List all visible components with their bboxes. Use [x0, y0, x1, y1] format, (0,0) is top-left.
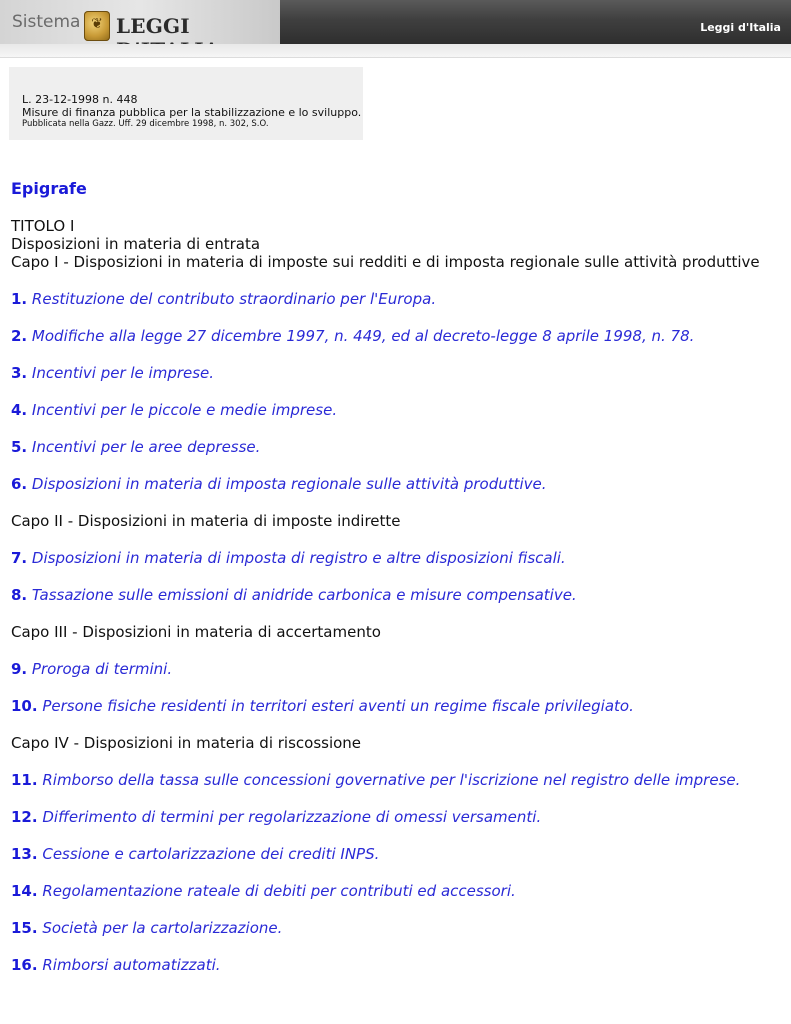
article-link[interactable] — [11, 401, 771, 419]
article-link[interactable] — [11, 697, 771, 715]
article-title: Incentivi per le piccole e medie imprese. — [31, 401, 338, 419]
article-title: Cessione e cartolarizzazione dei crediti INPS. — [42, 845, 380, 863]
article-title: Società per la cartolarizzazione. — [42, 919, 283, 937]
article-link[interactable] — [11, 660, 771, 678]
article-number: 2. — [11, 327, 28, 345]
law-title: Misure di finanza pubblica per la stabilizzazione e lo sviluppo. — [22, 106, 362, 119]
article-title: Incentivi per le aree depresse. — [31, 438, 261, 456]
article-link[interactable] — [11, 364, 771, 382]
titolo-heading: TITOLO I — [11, 217, 75, 235]
article-title: Persone fisiche residenti in territori esteri aventi un regime fiscale privilegiato. — [42, 697, 634, 715]
article-title: Proroga di termini. — [31, 660, 173, 678]
emblem-icon: ❦ — [84, 11, 110, 41]
article-number: 5. — [11, 438, 28, 456]
article-title: Disposizioni in materia di imposta regionale sulle attività produttive. — [31, 475, 547, 493]
article-number: 10. — [11, 697, 38, 715]
titolo-description: Disposizioni in materia di entrata — [11, 235, 261, 253]
article-number: 8. — [11, 586, 28, 604]
capo-heading: Capo II - Disposizioni in materia di imposte indirette — [11, 512, 401, 530]
article-link[interactable] — [11, 919, 771, 937]
capo-heading: Capo III - Disposizioni in materia di accertamento — [11, 623, 381, 641]
article-link[interactable] — [11, 586, 771, 604]
logo-prefix: Sistema — [12, 12, 81, 32]
article-title: Tassazione sulle emissioni di anidride carbonica e misure compensative. — [31, 586, 577, 604]
article-link[interactable] — [11, 845, 771, 863]
article-number: 16. — [11, 956, 38, 974]
article-link[interactable] — [11, 882, 771, 900]
site-name-link[interactable]: Leggi d'Italia — [700, 21, 781, 34]
article-number: 4. — [11, 401, 28, 419]
article-link[interactable] — [11, 808, 771, 826]
article-number: 1. — [11, 290, 28, 308]
article-number: 12. — [11, 808, 38, 826]
law-publication: Pubblicata nella Gazz. Uff. 29 dicembre 1998, n. 302, S.O. — [22, 119, 269, 129]
article-number: 3. — [11, 364, 28, 382]
article-title: Differimento di termini per regolarizzazione di omessi versamenti. — [42, 808, 542, 826]
law-reference: L. 23-12-1998 n. 448 — [22, 93, 138, 106]
article-link[interactable] — [11, 549, 771, 567]
article-link[interactable] — [11, 290, 771, 308]
site-logo[interactable] — [0, 0, 280, 44]
article-number: 7. — [11, 549, 28, 567]
top-banner — [0, 0, 791, 44]
article-number: 13. — [11, 845, 38, 863]
article-link[interactable] — [11, 327, 771, 345]
article-link[interactable] — [11, 956, 771, 974]
article-title: Rimborsi automatizzati. — [42, 956, 221, 974]
capo-heading: Capo IV - Disposizioni in materia di riscossione — [11, 734, 362, 752]
article-number: 14. — [11, 882, 38, 900]
article-title: Restituzione del contributo straordinario per l'Europa. — [31, 290, 437, 308]
article-link[interactable] — [11, 771, 771, 789]
article-link[interactable] — [11, 438, 771, 456]
article-number: 15. — [11, 919, 38, 937]
article-number: 9. — [11, 660, 28, 678]
article-link[interactable] — [11, 475, 771, 493]
article-title: Modifiche alla legge 27 dicembre 1997, n. 449, ed al decreto-legge 8 aprile 1998, n. 78. — [31, 327, 695, 345]
article-title: Rimborso della tassa sulle concessioni governative per l'iscrizione nel registro delle imprese. — [42, 771, 741, 789]
epigrafe-link[interactable]: Epigrafe — [11, 179, 87, 198]
logo-title: LEGGI — [116, 14, 190, 38]
header-divider — [0, 44, 791, 58]
capo-heading: Capo I - Disposizioni in materia di imposte sui redditi e di imposta regionale sulle attività produttive — [11, 253, 760, 271]
document-body — [11, 178, 771, 974]
article-number: 11. — [11, 771, 38, 789]
law-header-box — [9, 67, 363, 140]
article-title: Regolamentazione rateale di debiti per contributi ed accessori. — [42, 882, 516, 900]
article-title: Disposizioni in materia di imposta di registro e altre disposizioni fiscali. — [31, 549, 566, 567]
article-number: 6. — [11, 475, 28, 493]
article-title: Incentivi per le imprese. — [31, 364, 215, 382]
